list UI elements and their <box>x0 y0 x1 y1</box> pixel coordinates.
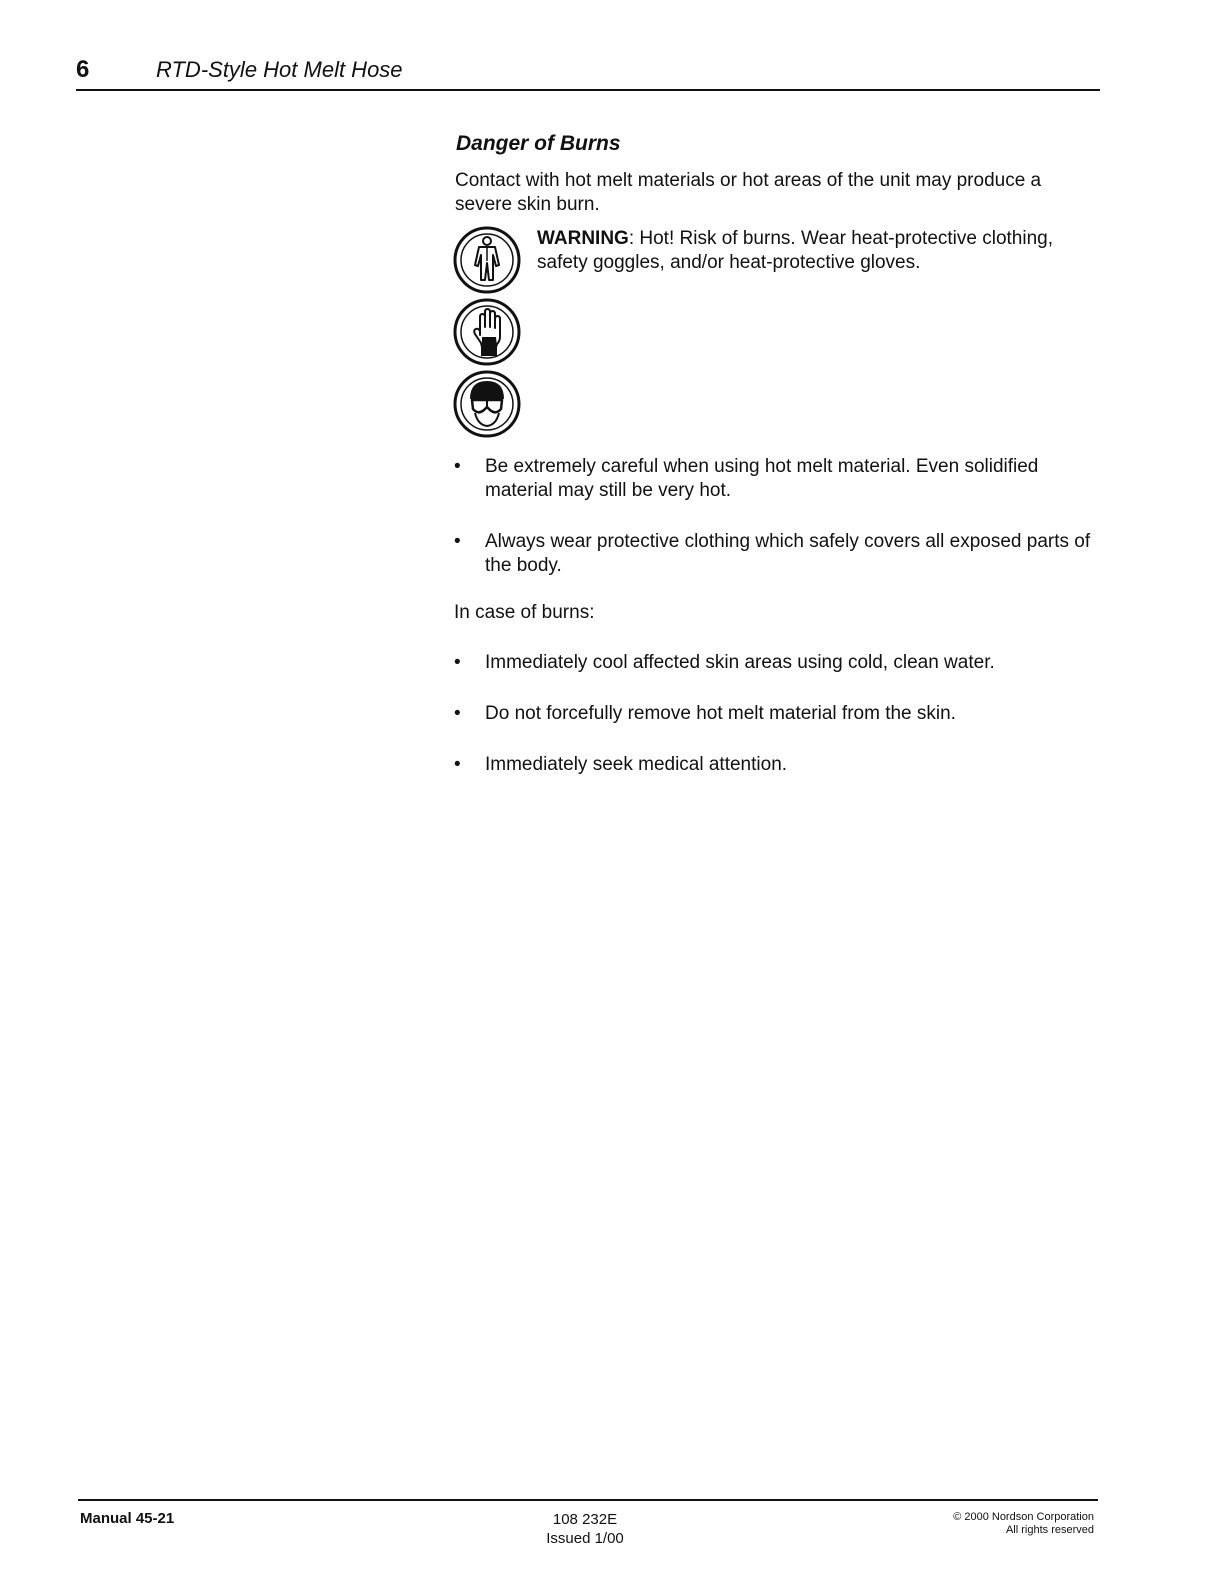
protective-clothing-icon <box>452 225 522 295</box>
list-item-text: Immediately seek medical attention. <box>485 754 788 775</box>
issue-date: Issued 1/00 <box>546 1530 624 1547</box>
safety-goggles-icon <box>452 369 522 439</box>
warning-label: WARNING <box>537 228 629 249</box>
bullet-icon: • <box>454 703 461 724</box>
manual-number: Manual 45-21 <box>80 1510 175 1527</box>
header-divider <box>76 89 1100 91</box>
copyright: © 2000 Nordson Corporation <box>953 1511 1094 1523</box>
bullet-icon: • <box>454 456 461 477</box>
list-item-text: Immediately cool affected skin areas using cold, clean water. <box>485 652 995 673</box>
warning-text: : Hot! Risk of burns. Wear heat-protective clothing, safety goggles, and/or heat-protective gloves. <box>537 228 1053 273</box>
safety-icons <box>452 225 524 441</box>
copyright-block <box>953 1511 1094 1537</box>
bullet-icon: • <box>454 652 461 673</box>
document-title: RTD-Style Hot Melt Hose <box>156 57 403 82</box>
bullet-icon: • <box>454 531 461 552</box>
protective-gloves-icon <box>452 297 522 367</box>
burns-intro: In case of burns: <box>454 602 595 623</box>
list-item-text: Always wear protective clothing which safely covers all exposed parts of the body. <box>485 531 1091 576</box>
page-number: 6 <box>76 56 90 83</box>
section-intro: Contact with hot melt materials or hot areas of the unit may produce a severe skin burn. <box>455 170 1042 215</box>
warning-message <box>537 227 1102 275</box>
document-number: 108 232E <box>552 1511 618 1528</box>
footer-divider <box>78 1499 1098 1501</box>
document-info <box>520 1510 650 1548</box>
section-heading: Danger of Burns <box>456 132 621 155</box>
list-item-text: Be extremely careful when using hot melt material. Even solidified material may still be very hot. <box>485 456 1039 501</box>
rights-reserved: All rights reserved <box>1005 1524 1094 1536</box>
list-item-text: Do not forcefully remove hot melt material from the skin. <box>485 703 956 724</box>
bullet-icon: • <box>454 754 461 775</box>
